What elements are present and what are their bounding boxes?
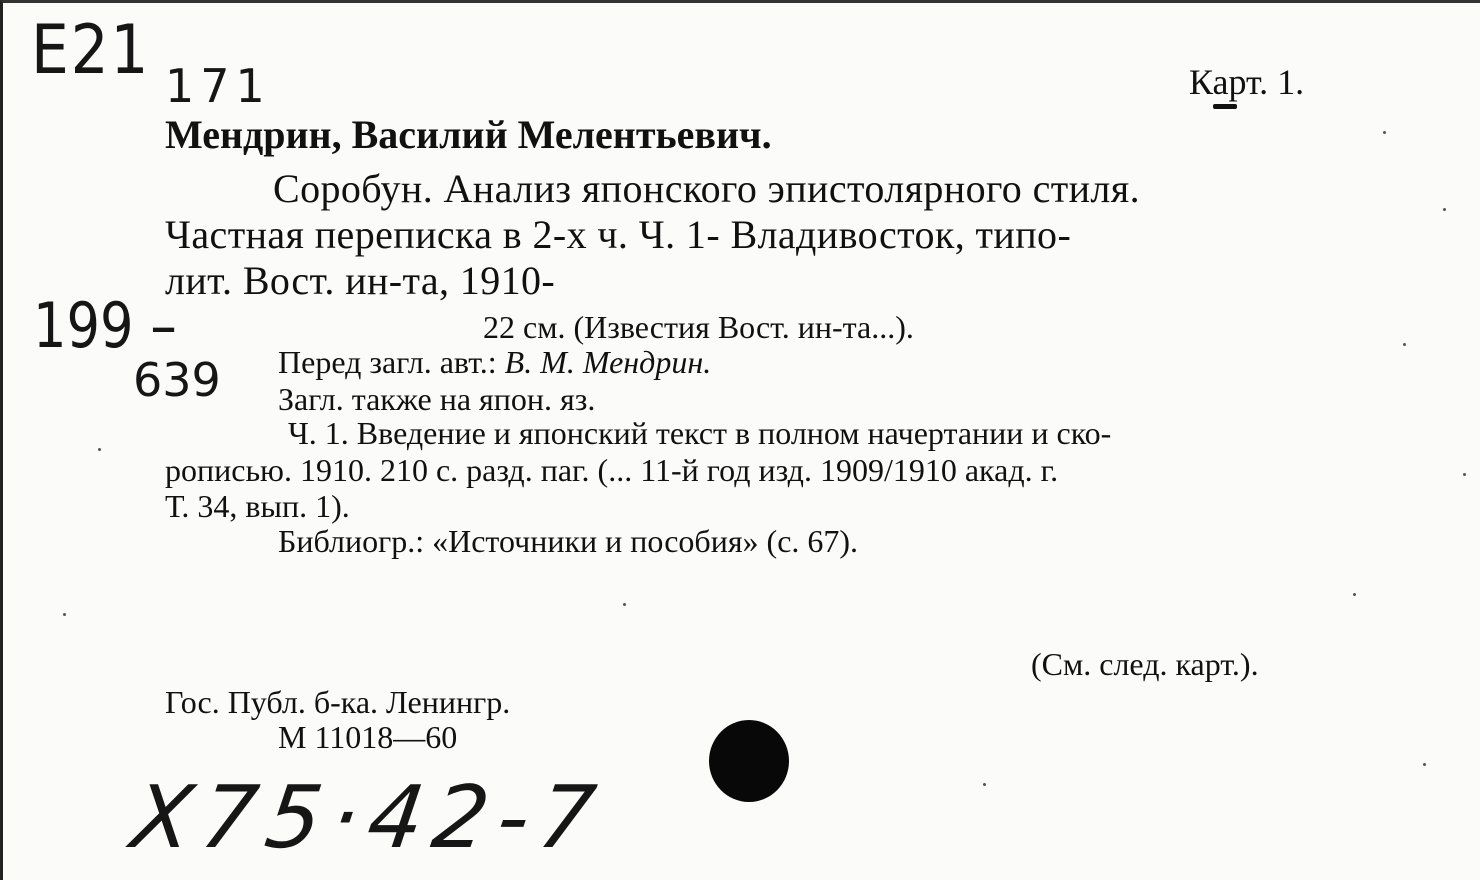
handwritten-shelf-mark-a: 199 – (33, 289, 177, 362)
part-line-3: Т. 34, вып. 1). (165, 488, 350, 524)
note-japanese-title: Загл. также на япон. яз. (278, 381, 596, 417)
ink-mark (1213, 104, 1237, 109)
accession-number: М 11018—60 (278, 719, 458, 755)
note-author-prefix: Перед загл. авт.: (278, 344, 497, 380)
author-heading: Мендрин, Василий Мелентьевич. (165, 112, 772, 157)
title-line-3: лит. Вост. ин-та, 1910- (165, 258, 556, 303)
speck (98, 448, 101, 451)
speck (1353, 593, 1356, 596)
speck (1383, 131, 1386, 134)
handwritten-bottom-code: X75·42-7 (125, 768, 611, 868)
speck (1403, 343, 1406, 346)
note-author (278, 346, 711, 378)
speck (623, 603, 626, 606)
handwritten-call-number: E21 (31, 11, 151, 90)
speck (63, 613, 66, 616)
note-author-name: В. М. Мендрин. (504, 344, 712, 380)
part-line-1: Ч. 1. Введение и японский текст в полном начертании и ско- (288, 415, 1112, 451)
physical-description: 22 см. (Известия Вост. ин-та...). (483, 309, 914, 345)
speck (983, 783, 986, 786)
handwritten-call-number-sub: 171 (165, 59, 271, 113)
title-line-2: Частная переписка в 2-х ч. Ч. 1- Владивосток, типо- (165, 212, 1072, 257)
card-punch-hole (709, 720, 789, 802)
speck (1443, 208, 1446, 211)
title-line-1: Соробун. Анализ японского эпистолярного стиля. (273, 166, 1140, 211)
card-number: Карт. 1. (1189, 62, 1305, 102)
library-name: Гос. Публ. б-ка. Ленингр. (165, 684, 511, 720)
speck (1423, 763, 1426, 766)
handwritten-shelf-mark-b: 639 (133, 353, 221, 407)
see-next-card: (См. след. карт.). (1031, 646, 1259, 682)
bibliography-note: Библиогр.: «Источники и пособия» (с. 67). (278, 523, 859, 559)
part-line-2: рописью. 1910. 210 с. разд. паг. (... 11-й год изд. 1909/1910 акад. г. (165, 452, 1059, 488)
speck (1463, 473, 1466, 476)
